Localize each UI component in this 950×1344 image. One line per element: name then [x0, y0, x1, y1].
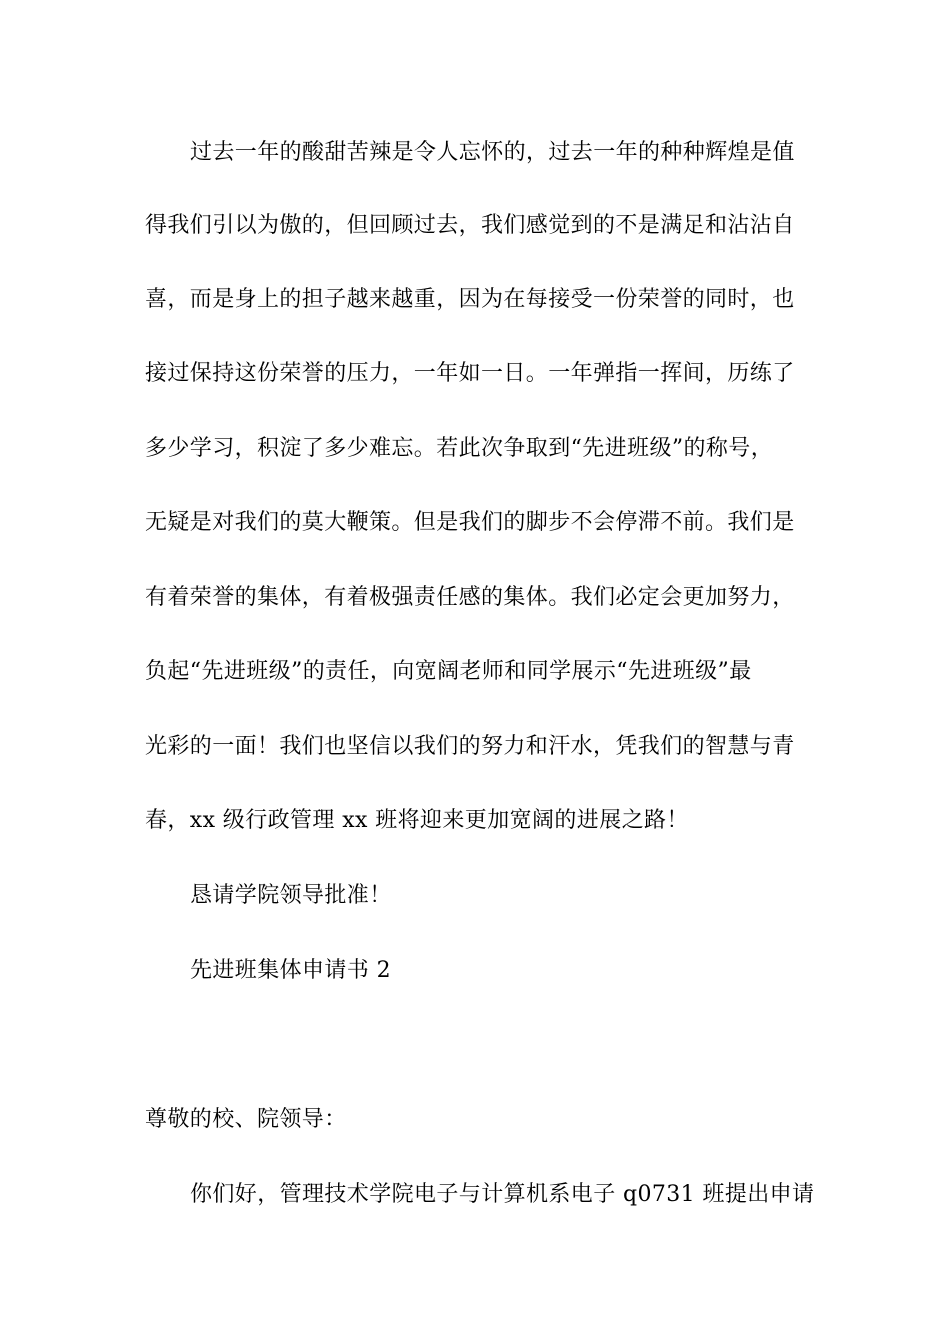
paragraph-1-line-5: 多少学习，积淀了多少难忘。若此次争取到“先进班级”的称号，: [145, 436, 774, 461]
paragraph-1-line-9: 光彩的一面！我们也坚信以我们的努力和汗水，凭我们的智慧与青: [145, 734, 795, 759]
paragraph-1-line-1: 过去一年的酸甜苦辣是令人忘怀的，过去一年的种种辉煌是值: [190, 140, 795, 165]
paragraph-1-line-8: 负起“先进班级”的责任，向宽阔老师和同学展示“先进班级”最: [145, 659, 752, 684]
paragraph-1-line-3: 喜，而是身上的担子越来越重，因为在每接受一份荣誉的同时，也: [145, 287, 795, 312]
paragraph-1-line-10: 春，xx 级行政管理 xx 班将迎来更加宽阔的进展之路！: [145, 808, 689, 833]
salutation: 尊敬的校、院领导：: [145, 1107, 347, 1132]
paragraph-2-line-1: 你们好，管理技术学院电子与计算机系电子 q0731 班提出申请: [190, 1182, 815, 1207]
paragraph-1-line-4: 接过保持这份荣誉的压力，一年如一日。一年弹指一挥间，历练了: [145, 361, 795, 386]
paragraph-1-line-7: 有着荣誉的集体，有着极强责任感的集体。我们必定会更加努力，: [145, 585, 795, 610]
closing-request: 恳请学院领导批准！: [190, 883, 392, 908]
paragraph-1-line-2: 得我们引以为傲的，但回顾过去，我们感觉到的不是满足和沾沾自: [145, 213, 795, 238]
paragraph-1-line-6: 无疑是对我们的莫大鞭策。但是我们的脚步不会停滞不前。我们是: [145, 510, 795, 535]
section-title: 先进班集体申请书 2: [190, 958, 391, 983]
